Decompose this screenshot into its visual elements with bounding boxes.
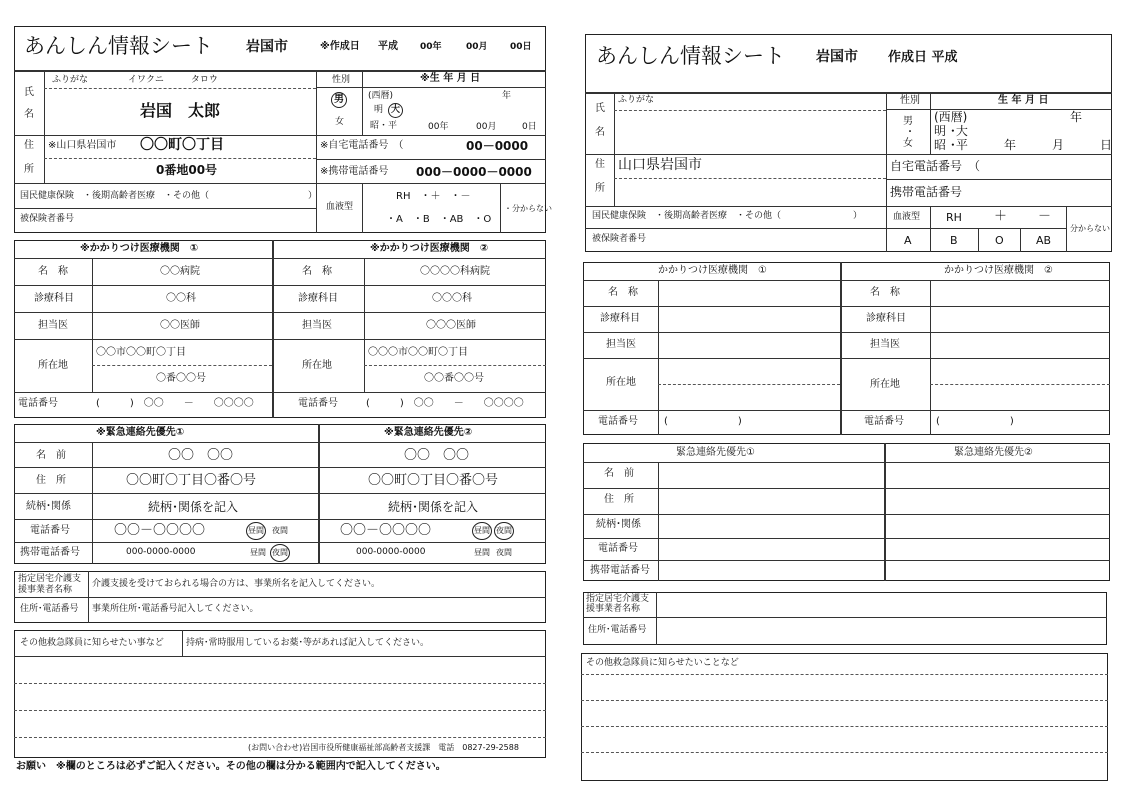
right-name-label-2: 名	[595, 127, 605, 138]
left-mobile: 000－0000－0000	[416, 165, 532, 179]
right-meiji-taisho: 明 ･大	[934, 124, 968, 138]
right-other-section	[581, 653, 1108, 781]
right-em1-head: 緊急連絡先優先①	[676, 447, 755, 458]
left-blood-label: 血液型	[326, 202, 354, 212]
left-c2-doctor: 〇〇〇医師	[426, 320, 476, 331]
left-clinic1-head: ※かかりつけ医療機関 ①	[80, 243, 199, 254]
left-other-text: 持病･常時服用しているお薬･等があれば記入してください。	[186, 638, 430, 648]
left-em-name-label: 名 前	[36, 450, 66, 461]
left-created-year: 00年	[420, 42, 442, 52]
left-c2-tel: ( ) 〇〇 － 〇〇〇〇	[366, 398, 524, 409]
left-seireki: (西暦)	[368, 91, 394, 101]
right-furigana-label: ふりがな	[618, 95, 655, 105]
left-other-label: その他救急隊員に知らせたい事など	[20, 638, 164, 648]
left-birth-label: ※生 年 月 日	[420, 73, 481, 84]
right-care-section	[583, 592, 1107, 645]
left-home-phone: 00－0000	[466, 139, 529, 153]
left-furigana-name: イワクニ タロウ	[128, 75, 218, 85]
left-created-month: 00月	[466, 42, 488, 52]
right-addr-label-1: 住	[595, 159, 605, 170]
right-male: 男	[903, 116, 913, 127]
right-c1-row-tel: 電話番号	[598, 416, 638, 427]
right-nen: 年	[1070, 110, 1083, 124]
left-care-label-2: 援事業者名称	[18, 585, 73, 595]
left-c1-row-dept: 診療科目	[34, 293, 74, 304]
left-em2-head: ※緊急連絡先優先②	[384, 427, 473, 438]
left-e2m-night: 夜間	[496, 548, 512, 557]
left-heisei: 平成	[378, 41, 398, 52]
left-c2-loc2: 〇〇番〇〇号	[424, 373, 484, 384]
left-e2-daytime: 昼間	[474, 526, 490, 535]
left-insurance: 国民健康保険 ・後期高齢者医療 ・その他（ ）	[20, 191, 318, 201]
right-care-addr-label: 住所･電話番号	[588, 625, 647, 635]
left-e2m-daytime: 昼間	[474, 548, 490, 557]
right-insured-no: 被保険者番号	[592, 234, 647, 244]
left-care-addr-text: 事業所住所･電話番号記入してください。	[92, 604, 259, 614]
left-em-rel-label: 続柄･関係	[26, 501, 71, 512]
left-addr-label-2: 所	[24, 164, 34, 175]
right-clinic2-head: かかりつけ医療機関 ②	[944, 265, 1053, 276]
left-showa-heisei: 昭・平	[370, 121, 398, 131]
left-other-section	[14, 630, 546, 758]
left-mobile-label: ※携帯電話番号	[320, 166, 389, 177]
right-em-mobile-label: 携帯電話番号	[590, 565, 650, 576]
left-e1m-night: 夜間	[272, 548, 288, 557]
left-home-phone-label: ※自宅電話番号 （	[320, 140, 404, 151]
left-c2-loc1: 〇〇〇市〇〇町〇丁目	[368, 347, 468, 358]
right-female: 女	[903, 138, 913, 149]
left-nen: 年	[502, 91, 512, 101]
left-c1-name: 〇〇病院	[160, 266, 200, 277]
left-birth-month: 00月	[476, 122, 497, 132]
left-c1-row-tel: 電話番号	[18, 398, 58, 409]
right-c1-row-loc: 所在地	[606, 377, 636, 388]
left-addr-line2: 0番地00号	[156, 163, 218, 177]
left-emergency-section	[14, 424, 546, 564]
left-e1-night: 夜間	[272, 526, 288, 535]
left-c2-row-loc: 所在地	[302, 360, 332, 371]
right-em-name-label: 名 前	[604, 468, 634, 479]
left-rh: RH ・＋ ・－	[396, 191, 471, 202]
left-c1-tel: ( ) 〇〇 － 〇〇〇〇	[96, 398, 254, 409]
left-e1-mobile: 000-0000-0000	[126, 547, 196, 557]
left-e2-addr: 〇〇町〇丁目〇番〇号	[368, 473, 499, 488]
right-care-label-2: 援事業者名称	[586, 604, 641, 614]
left-c2-dept: 〇〇〇科	[432, 293, 472, 304]
left-e1-rel: 続柄･関係を記入	[148, 500, 239, 514]
right-em-rel-label: 続柄･関係	[596, 519, 641, 530]
right-c1-tel: ( )	[664, 416, 742, 427]
right-c1-row-doctor: 担当医	[606, 339, 636, 350]
left-contact: (お問い合わせ)岩国市役所健康福祉部高齢者支援課 電話 0827-29-2588	[248, 743, 519, 752]
left-c1-row-name: 名 称	[38, 266, 68, 277]
right-emergency-section	[583, 443, 1110, 581]
right-c1-row-dept: 診療科目	[600, 313, 640, 324]
left-birth-year: 00年	[428, 122, 449, 132]
right-clinic-section	[583, 262, 1110, 435]
right-em-addr-label: 住 所	[604, 494, 634, 505]
left-sex-label: 性別	[332, 75, 351, 85]
left-notice: お願い ※欄のところは必ずご記入ください。その他の欄は分かる範囲内で記入してください。	[16, 761, 446, 772]
left-e1-tel: 〇〇－〇〇〇〇	[114, 523, 206, 538]
left-abo: ・A ・B ・AB ・O	[386, 214, 492, 225]
left-e2-night: 夜間	[496, 526, 512, 535]
right-showa: 昭 ･平	[934, 138, 968, 152]
right-c2-row-tel: 電話番号	[864, 416, 904, 427]
right-ab: AB	[1036, 234, 1052, 247]
left-sheet	[0, 0, 560, 800]
left-meiji: 明	[374, 105, 384, 115]
left-c1-loc1: 〇〇市〇〇町〇丁目	[96, 347, 186, 358]
left-addr-line1: 〇〇町〇丁目	[140, 137, 224, 153]
right-personal-section	[585, 34, 1112, 252]
left-care-text: 介護支援を受けておられる場合の方は、事業所名を記入してください。	[92, 579, 381, 589]
left-c2-row-tel: 電話番号	[298, 398, 338, 409]
right-addr-label-2: 所	[595, 183, 605, 194]
right-other-label: その他救急隊員に知らせたいことなど	[586, 658, 739, 668]
left-e1-daytime: 昼間	[248, 526, 264, 535]
right-b: B	[950, 234, 958, 247]
right-c2-row-doctor: 担当医	[870, 339, 900, 350]
right-seireki: (西暦)	[934, 110, 968, 124]
right-unknown: 分からない	[1070, 224, 1110, 233]
left-c2-row-dept: 診療科目	[298, 293, 338, 304]
right-em2-head: 緊急連絡先優先②	[954, 447, 1033, 458]
right-em-tel-label: 電話番号	[598, 543, 638, 554]
right-sex-label: 性別	[900, 95, 920, 106]
left-e2-tel: 〇〇－〇〇〇〇	[340, 523, 432, 538]
left-c2-row-doctor: 担当医	[302, 320, 332, 331]
right-title: あんしん情報シート	[596, 44, 785, 68]
left-furigana-label: ふりがな	[52, 75, 89, 85]
left-e1m-daytime: 昼間	[250, 548, 266, 557]
left-e2-name: 〇〇 〇〇	[404, 448, 470, 463]
right-c2-row-loc: 所在地	[870, 379, 900, 390]
left-c1-doctor: 〇〇医師	[160, 320, 200, 331]
left-insured-no: 被保険者番号	[20, 214, 75, 224]
right-a: A	[904, 234, 912, 247]
left-em-mobile-label: 携帯電話番号	[20, 547, 80, 558]
left-e1-name: 〇〇 〇〇	[168, 448, 234, 463]
right-name-label-1: 氏	[595, 103, 605, 114]
left-e2-rel: 続柄･関係を記入	[388, 500, 479, 514]
right-home-phone: 自宅電話番号 （	[890, 159, 981, 173]
left-em-addr-label: 住 所	[36, 475, 66, 486]
right-c2-row-dept: 診療科目	[866, 313, 906, 324]
right-blood-label: 血液型	[893, 212, 921, 222]
left-care-addr-label: 住所･電話番号	[20, 604, 79, 614]
right-created: 作成日 平成	[888, 50, 958, 65]
left-c1-dept: 〇〇科	[166, 293, 196, 304]
left-addr-label-1: 住	[24, 140, 34, 151]
left-name-label-2: 名	[24, 109, 34, 120]
right-care-label-1: 指定居宅介護支	[586, 594, 650, 604]
left-c2-row-name: 名 称	[302, 266, 332, 277]
left-em1-head: ※緊急連絡先優先①	[96, 427, 185, 438]
right-addr: 山口県岩国市	[618, 157, 702, 173]
left-c2-name: 〇〇〇〇科病院	[420, 266, 490, 277]
left-birth-day: 0日	[522, 122, 537, 132]
right-ymd: 年 月 日	[1004, 138, 1113, 152]
left-male: 男	[334, 94, 344, 105]
left-created-label: ※作成日	[320, 41, 360, 52]
left-em-tel-label: 電話番号	[30, 525, 70, 536]
right-clinic1-head: かかりつけ医療機関 ①	[658, 265, 767, 276]
left-clinic2-head: ※かかりつけ医療機関 ②	[370, 243, 489, 254]
left-name-label-1: 氏	[24, 87, 34, 98]
left-addr-prefix: ※山口県岩国市	[48, 140, 117, 151]
left-e2-mobile: 000-0000-0000	[356, 547, 426, 557]
left-created-day: 00日	[510, 42, 532, 52]
right-mid: ・	[905, 127, 915, 138]
left-c1-row-loc: 所在地	[38, 360, 68, 371]
left-name: 岩国 太郎	[140, 101, 221, 120]
right-birth-label: 生 年 月 日	[998, 95, 1049, 106]
left-taisho: 大	[391, 105, 401, 115]
left-care-label-1: 指定居宅介護支	[18, 574, 82, 584]
right-rh: RH	[946, 211, 962, 224]
right-minus: －	[1038, 209, 1052, 224]
left-c1-loc2: 〇番〇〇号	[156, 373, 206, 384]
right-insurance: 国民健康保険 ・後期高齢者医療 ・その他（ ）	[592, 211, 863, 221]
right-plus: ＋	[994, 209, 1008, 224]
left-title: あんしん情報シート	[24, 34, 213, 58]
right-city: 岩国市	[816, 49, 858, 65]
left-c1-row-doctor: 担当医	[38, 320, 68, 331]
left-e1-addr: 〇〇町〇丁目〇番〇号	[126, 473, 257, 488]
left-unknown: ・分からない	[504, 204, 552, 213]
right-c2-row-name: 名 称	[870, 287, 900, 298]
left-female: 女	[335, 117, 345, 127]
right-mobile: 携帯電話番号	[890, 185, 963, 199]
left-city: 岩国市	[246, 39, 288, 55]
right-c2-tel: ( )	[936, 416, 1014, 427]
right-c1-row-name: 名 称	[608, 287, 638, 298]
right-o: O	[995, 234, 1004, 247]
